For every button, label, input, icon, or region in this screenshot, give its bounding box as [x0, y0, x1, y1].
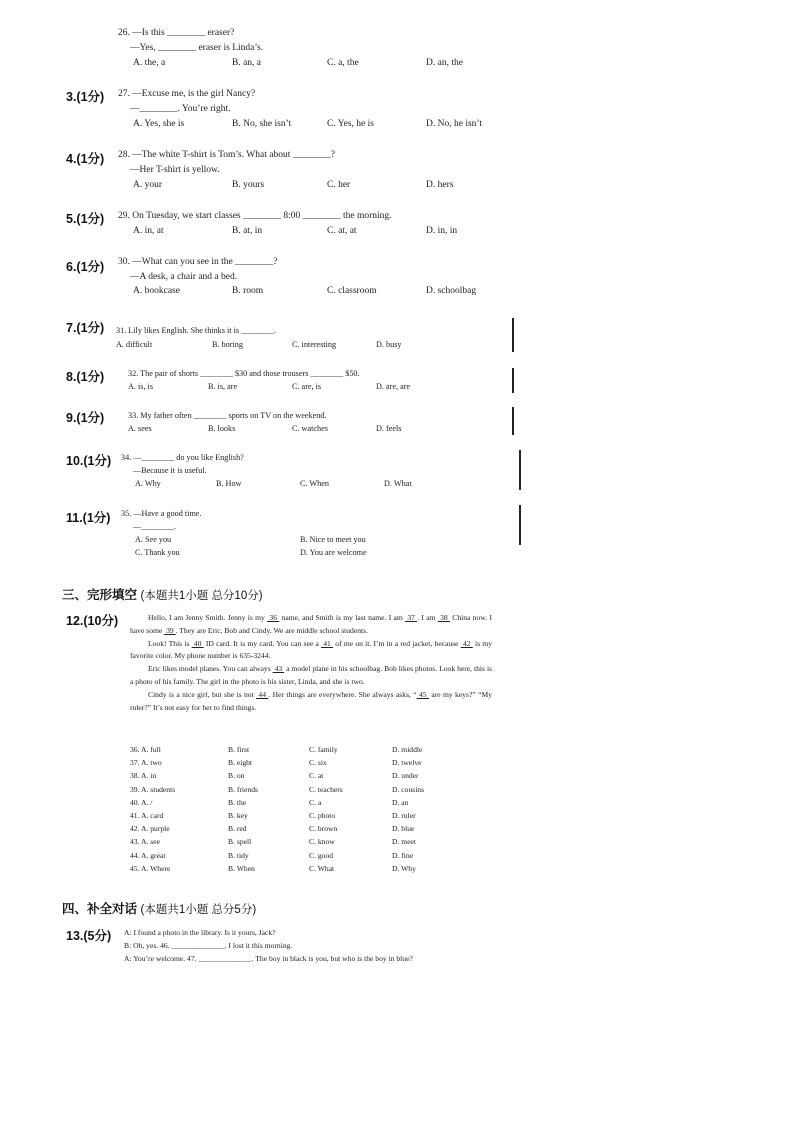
- answer-option[interactable]: A. your: [133, 180, 163, 190]
- cloze-option[interactable]: 40. A. /: [130, 797, 153, 807]
- answer-option[interactable]: B. No, she isn’t: [232, 119, 292, 129]
- answer-option[interactable]: A. bookcase: [133, 286, 180, 296]
- cloze-option[interactable]: C. a: [309, 797, 322, 807]
- cloze-option[interactable]: D. fine: [392, 850, 414, 860]
- passage-paragraph: Cindy is a nice girl, but she is not 44 . Her things are everywhere. She always asks, “ 45 are my keys?” “My ruler?” It’s not easy for her to find things.: [130, 689, 492, 712]
- answer-option[interactable]: B. at, in: [232, 226, 263, 236]
- question-stem: 34. —________ do you like English?: [121, 453, 244, 462]
- answer-option[interactable]: C. watches: [292, 424, 328, 433]
- question-stem: 29. On Tuesday, we start classes ________ 8:00 ________ the morning.: [118, 211, 392, 221]
- cloze-option[interactable]: C. family: [309, 745, 338, 754]
- passage-paragraph: Eric likes model planes. You can always 43 a model plane in his schoolbag. Bob likes photos. Look here, this is a photo of his family. The girl in the photo is his sister, Linda, and she is two.: [130, 664, 493, 686]
- answer-option[interactable]: D. busy: [376, 340, 402, 349]
- cloze-blank[interactable]: 45: [416, 689, 429, 699]
- section-3-title: 三、完形填空: [62, 588, 138, 602]
- passage-paragraph: Look! This is 40 ID card. It is my card. You can see a 41 of me on it. I’m in a red jacket, because 42 is my favorite color. My phone number is 635-3244.: [130, 638, 492, 661]
- cloze-blank[interactable]: 41: [321, 638, 334, 648]
- question-stem: 27. —Excuse me, is the girl Nancy?: [118, 89, 256, 99]
- margin-bar: [519, 505, 521, 545]
- cloze-blank[interactable]: 38: [437, 613, 450, 622]
- question-stem: —Yes, ________ eraser is Linda’s.: [130, 43, 264, 53]
- cloze-option[interactable]: B. first: [228, 745, 250, 754]
- question-number: 9.(1分): [66, 411, 105, 425]
- passage-paragraph: Hello, I am Jenny Smith. Jenny is my 36 name, and Smith is my last name. I am 37 . I am 38 China now. I have some 39 . They are Eric, Bob and Cindy. We are middle school students.: [130, 613, 493, 635]
- answer-option[interactable]: B. boring: [212, 340, 243, 349]
- cloze-blank[interactable]: 36: [267, 613, 280, 622]
- answer-option[interactable]: C. at, at: [327, 226, 357, 236]
- margin-bar: [519, 450, 521, 490]
- cloze-blank[interactable]: 43: [272, 664, 285, 674]
- cloze-option[interactable]: C. know: [309, 837, 335, 847]
- margin-bar: [512, 318, 514, 352]
- cloze-option[interactable]: D. twelve: [392, 758, 422, 768]
- cloze-option[interactable]: 42. A. purple: [130, 824, 170, 834]
- cloze-option[interactable]: D. middle: [392, 745, 423, 754]
- cloze-option[interactable]: 37. A. two: [130, 758, 162, 768]
- section-4-header: [62, 899, 256, 917]
- question-stem: —A desk, a chair and a bed.: [130, 272, 238, 282]
- answer-option[interactable]: A. difficult: [116, 340, 153, 349]
- question-number: 12.(10分): [66, 614, 119, 628]
- cloze-option[interactable]: 43. A. see: [130, 837, 160, 847]
- cloze-option[interactable]: B. red: [228, 824, 247, 834]
- question-stem: 32. The pair of shorts ________ $30 and those trousers ________ $50.: [128, 369, 360, 378]
- question-number: 7.(1分): [66, 321, 105, 335]
- cloze-option[interactable]: C. What: [309, 863, 335, 873]
- dialogue-line: A: I found a photo in the library. Is it yours, Jack?: [124, 928, 276, 937]
- answer-option[interactable]: D. hers: [426, 180, 454, 190]
- section-3-subtitle: (本题共1小题 总分10分): [140, 590, 263, 602]
- cloze-option[interactable]: D. blue: [392, 824, 415, 834]
- question-number: 13.(5分): [66, 929, 112, 943]
- answer-option[interactable]: C. Yes, he is: [327, 119, 374, 129]
- question-number: 5.(1分): [66, 212, 105, 226]
- answer-option[interactable]: C. interesting: [292, 340, 337, 349]
- answer-option[interactable]: B. looks: [208, 424, 236, 433]
- cloze-option[interactable]: C. good: [309, 850, 334, 860]
- question-number: 11.(1分): [66, 511, 111, 525]
- answer-option[interactable]: C. are, is: [292, 382, 322, 391]
- answer-option[interactable]: D. an, the: [426, 58, 463, 68]
- answer-option[interactable]: A. Yes, she is: [133, 119, 185, 129]
- answer-option[interactable]: D. are, are: [376, 382, 411, 391]
- cloze-option[interactable]: 45. A. Where: [130, 863, 171, 873]
- answer-option[interactable]: A. is, is: [128, 382, 154, 391]
- cloze-option[interactable]: B. the: [228, 797, 247, 807]
- cloze-blank[interactable]: 40: [191, 638, 204, 648]
- question-stem: 26. —Is this ________ eraser?: [118, 28, 235, 38]
- question-number: 6.(1分): [66, 260, 105, 274]
- answer-option[interactable]: B. How: [216, 479, 242, 488]
- question-stem: 30. —What can you see in the ________?: [118, 257, 278, 267]
- cloze-option[interactable]: B. key: [228, 811, 248, 820]
- cloze-option[interactable]: D. under: [392, 771, 419, 781]
- answer-option[interactable]: B. yours: [232, 180, 265, 190]
- question-stem: 33. My father often ________ sports on TV on the weekend.: [128, 411, 327, 420]
- answer-option[interactable]: C. a, the: [327, 58, 359, 68]
- cloze-option[interactable]: C. six: [309, 758, 327, 768]
- margin-bar: [512, 407, 514, 435]
- answer-option[interactable]: B. an, a: [232, 58, 262, 68]
- section-4-subtitle: (本题共1小题 总分5分): [140, 904, 257, 916]
- answer-option[interactable]: C. When: [300, 479, 329, 488]
- cloze-option[interactable]: 39. A. students: [130, 784, 176, 794]
- cloze-option[interactable]: B. on: [228, 771, 245, 781]
- cloze-option[interactable]: D. Why: [392, 863, 416, 873]
- question-stem: 28. —The white T-shirt is Tom’s. What about ________?: [118, 150, 335, 160]
- question-stem: 31. Lily likes English. She thinks it is ________.: [116, 326, 276, 335]
- question-stem: —Because it is useful.: [133, 466, 207, 475]
- answer-option[interactable]: D. feels: [376, 424, 402, 433]
- answer-option[interactable]: A. See you: [135, 535, 172, 544]
- answer-option[interactable]: A. in, at: [133, 226, 164, 236]
- answer-option[interactable]: A. Why: [135, 479, 161, 488]
- cloze-passage: [130, 612, 492, 714]
- cloze-option[interactable]: B. tidy: [228, 850, 249, 860]
- answer-option[interactable]: D. You are welcome: [300, 548, 367, 557]
- answer-option[interactable]: D. No, he isn’t: [426, 119, 483, 129]
- cloze-option[interactable]: D. an: [392, 797, 409, 807]
- cloze-blank[interactable]: 44: [256, 689, 269, 699]
- answer-option[interactable]: B. is, are: [208, 382, 238, 391]
- section-3-header: [62, 585, 263, 603]
- question-number: 10.(1分): [66, 454, 112, 468]
- question-stem: 35. —Have a good time.: [121, 509, 202, 518]
- cloze-blank[interactable]: 39: [164, 625, 176, 635]
- answer-option[interactable]: B. Nice to meet you: [300, 535, 366, 544]
- answer-option[interactable]: A. the, a: [133, 58, 166, 68]
- cloze-option[interactable]: C. at: [309, 771, 324, 781]
- cloze-blank[interactable]: 42: [460, 638, 473, 648]
- answer-option[interactable]: D. schoolbag: [426, 286, 477, 296]
- cloze-blank[interactable]: 37: [405, 613, 418, 622]
- cloze-option[interactable]: 44. A. great: [130, 850, 166, 860]
- question-stem: —________. You’re right.: [130, 104, 231, 114]
- answer-option[interactable]: C. classroom: [327, 286, 377, 296]
- dialogue-line: B: Oh, yes. 46. ______________. I lost it this morning.: [124, 941, 293, 950]
- cloze-option[interactable]: 38. A. in: [130, 771, 157, 781]
- cloze-option[interactable]: B. spell: [228, 837, 252, 847]
- answer-option[interactable]: B. room: [232, 286, 264, 296]
- question-stem: —Her T-shirt is yellow.: [130, 165, 220, 175]
- answer-option[interactable]: A. sees: [128, 424, 152, 433]
- cloze-option[interactable]: C. photo: [309, 811, 336, 820]
- question-number: 3.(1分): [66, 90, 105, 104]
- dialogue-line: A: You’re welcome. 47. ______________. The boy in black is you, but who is the boy in blue?: [124, 954, 413, 963]
- cloze-option[interactable]: B. When: [228, 863, 255, 873]
- question-stem: —________.: [133, 522, 176, 531]
- answer-option[interactable]: D. What: [384, 479, 412, 488]
- cloze-option[interactable]: 41. A. card: [130, 811, 164, 820]
- answer-option[interactable]: C. Thank you: [135, 548, 180, 557]
- cloze-option[interactable]: D. cousins: [392, 784, 425, 794]
- cloze-option[interactable]: B. friends: [228, 784, 258, 794]
- answer-option[interactable]: D. in, in: [426, 226, 458, 236]
- cloze-option[interactable]: C. teachers: [309, 784, 343, 794]
- section-4-title: 四、补全对话: [62, 902, 138, 916]
- cloze-option[interactable]: B. eight: [228, 758, 253, 768]
- cloze-option[interactable]: 36. A. full: [130, 745, 161, 754]
- cloze-option[interactable]: D. ruler: [392, 811, 416, 820]
- margin-bar: [512, 368, 514, 393]
- cloze-option[interactable]: D. meet: [392, 837, 417, 847]
- question-number: 4.(1分): [66, 152, 105, 166]
- answer-option[interactable]: C. her: [327, 180, 351, 190]
- question-number: 8.(1分): [66, 370, 105, 384]
- cloze-option[interactable]: C. brown: [309, 824, 338, 834]
